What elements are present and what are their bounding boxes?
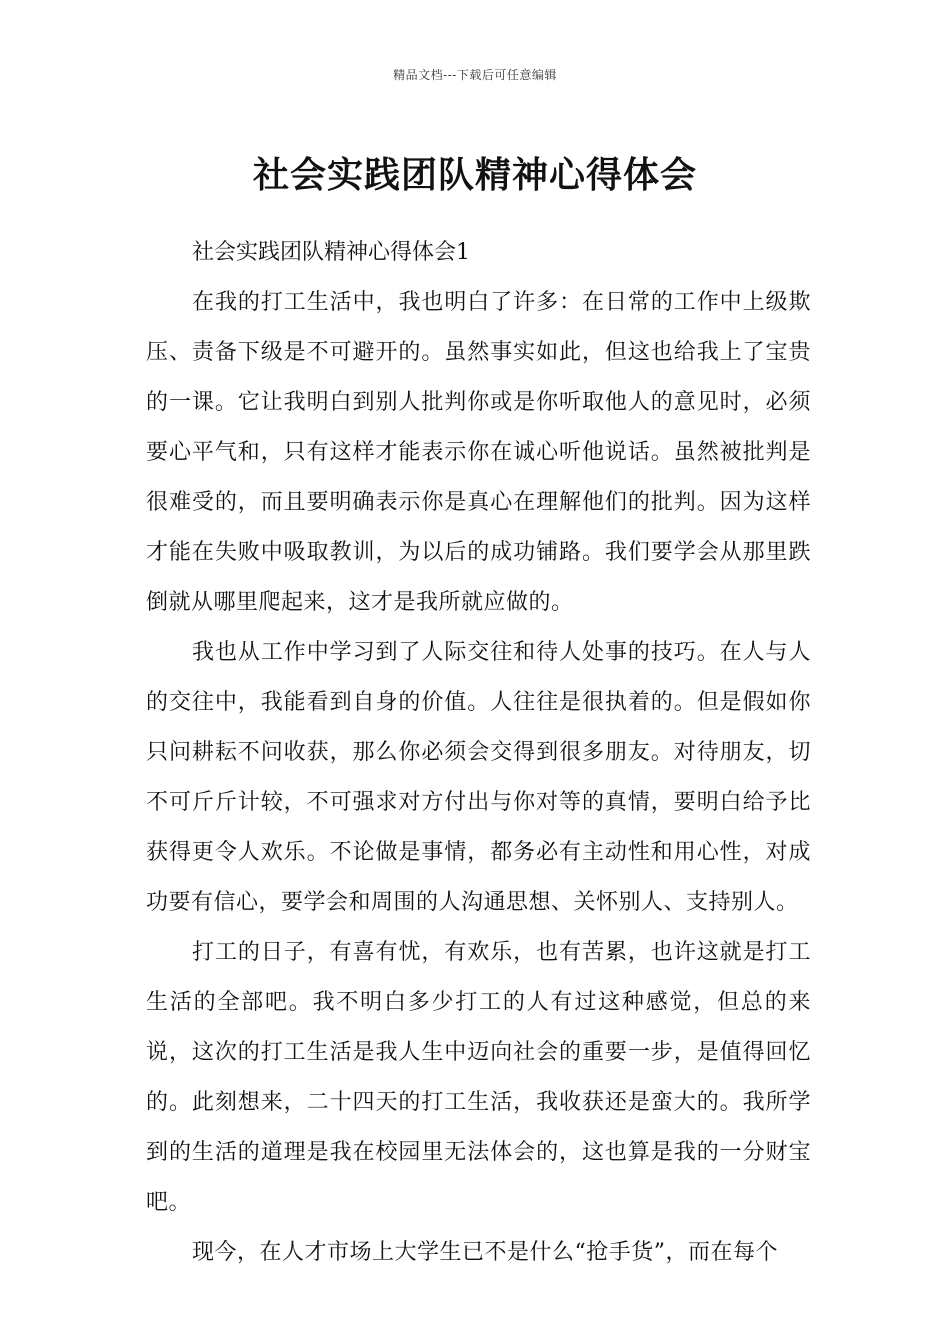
document-body bbox=[146, 228, 811, 1278]
page-title: 社会实践团队精神心得体会 bbox=[252, 155, 697, 197]
paragraph: 我也从工作中学习到了人际交往和待人处事的技巧。在人与人的交往中，我能看到自身的价值。人往往是很执着的。但是假如你只问耕耘不问收获，那么你必须会交得到很多朋友。对待朋友，切不可斤斤计较，不可强求对方付出与你对等的真情，要明白给予比获得更令人欢乐。不论做是事情，都务必有主动性和用心性，对成功要有信心，要学会和周围的人沟通思想、关怀别人、支持别人。 bbox=[146, 640, 811, 915]
paragraph: 现今，在人才市场上大学生已不是什么“抢手货”，而在每个 bbox=[192, 1240, 778, 1265]
section-subtitle: 社会实践团队精神心得体会1 bbox=[192, 240, 470, 265]
paragraph: 在我的打工生活中，我也明白了许多：在日常的工作中上级欺压、责备下级是不可避开的。虽然事实如此，但这也给我上了宝贵的一课。它让我明白到别人批判你或是你听取他人的意见时，必须要心平气和，只有这样才能表示你在诚心听他说话。虽然被批判是很难受的，而且要明确表示你是真心在理解他们的批判。因为这样才能在失败中吸取教训，为以后的成功铺路。我们要学会从那里跌倒就从哪里爬起来，这才是我所就应做的。 bbox=[146, 290, 811, 615]
paragraph: 打工的日子，有喜有忧，有欢乐，也有苦累，也许这就是打工生活的全部吧。我不明白多少打工的人有过这种感觉，但总的来说，这次的打工生活是我人生中迈向社会的重要一步，是值得回忆的。此刻想来，二十四天的打工生活，我收获还是蛮大的。我所学到的生活的道理是我在校园里无法体会的，这也算是我的一分财宝吧。 bbox=[146, 940, 811, 1215]
header-note: 精品文档---下载后可任意编辑 bbox=[393, 68, 557, 82]
